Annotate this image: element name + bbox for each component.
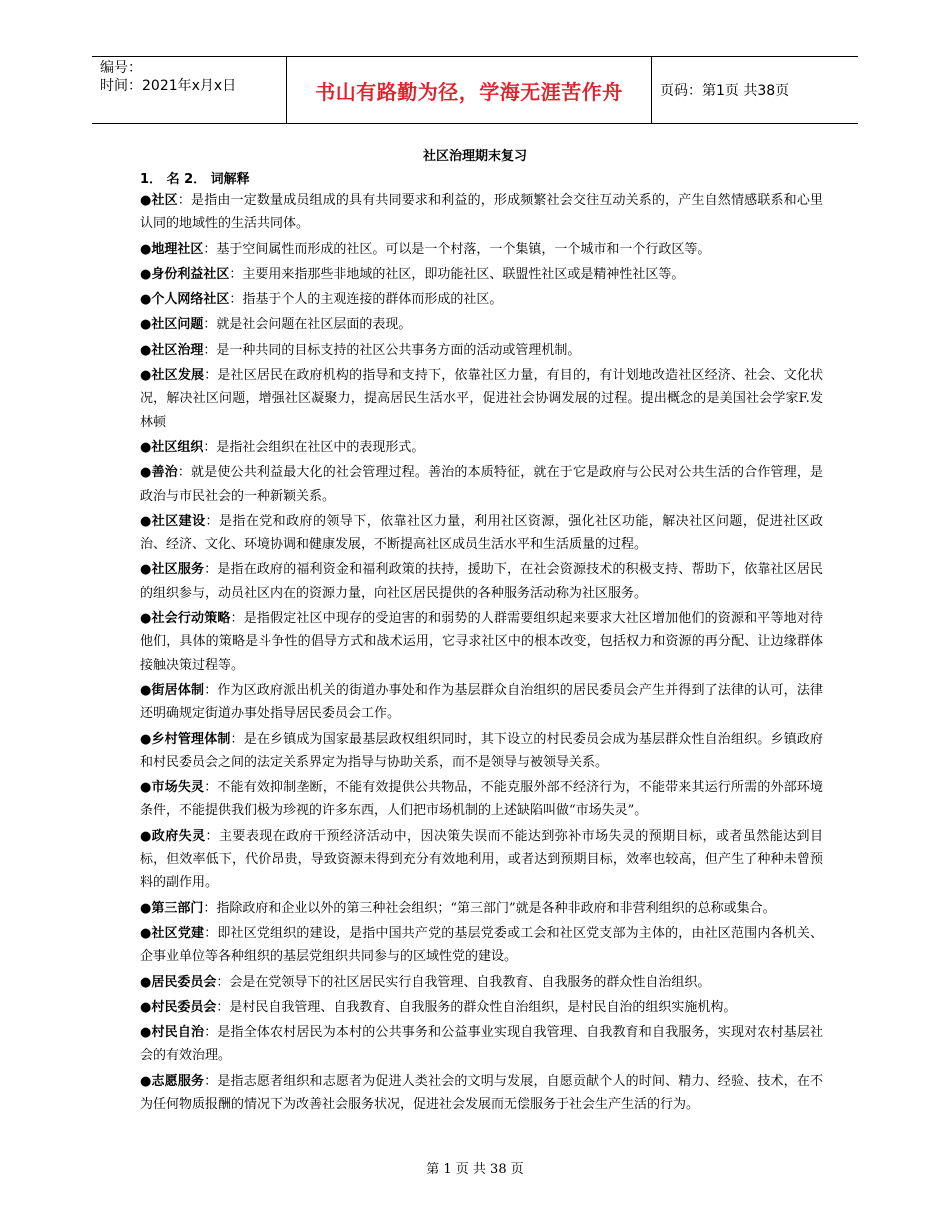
header-page-info: 页码：第1页 共38页 xyxy=(660,83,790,99)
definition-entry xyxy=(140,339,823,362)
term-label: ●社区服务 xyxy=(140,562,205,578)
page-header xyxy=(92,56,858,124)
term-label: ●社区 xyxy=(140,193,178,208)
term-definition: ：主要用来指那些非地域的社区，即功能社区、联盟性社区或是精神性社区等。 xyxy=(229,266,685,282)
term-definition: ：是指假定社区中现存的受迫害的和弱势的人群需要组织起来要求大社区增加他们的资源和平等地对待他们，具体的策略是斗争性的倡导方式和战术运用，它寻求社区中的根本改变，包括权力和资源的再分配、让边缘群体接触决策过程等。 xyxy=(140,611,823,673)
term-definition: ：是指全体农村居民为本村的公共事务和公益事业实现自我管理、自我教育和自我服务，实现对农村基层社会的有效治理。 xyxy=(140,1025,823,1064)
definition-entry xyxy=(140,288,823,311)
term-definition: ：指除政府和企业以外的第三种社会组织；“第三部门”就是各种非政府和非营利组织的总称或集合。 xyxy=(203,900,776,916)
term-label: ●社区治理 xyxy=(140,342,204,358)
term-definition: ：是在乡镇成为国家最基层政权组织同时，其下设立的村民委员会成为基层群众性自治组织。乡镇政府和村民委员会之间的法定关系界定为指导与协助关系，而不是领导与被领导关系。 xyxy=(140,731,823,770)
definition-entry xyxy=(140,558,823,605)
term-definition: ：就是使公共利益最大化的社会管理过程。善治的本质特征，就在于它是政府与公民对公共生活的合作管理，是政治与市民社会的一种新颖关系。 xyxy=(140,465,823,504)
term-label: ●社区建设 xyxy=(140,513,206,529)
definition-entry xyxy=(140,996,823,1019)
definition-entry xyxy=(140,897,823,920)
definition-entry xyxy=(140,364,823,434)
definition-entry xyxy=(140,313,823,336)
term-definition: ：是指由一定数量成员组成的具有共同要求和利益的，形成频繁社会交往互动关系的，产生自然情感联系和心里认同的地域性的生活共同体。 xyxy=(140,193,823,232)
term-label: ●街居体制 xyxy=(140,682,205,698)
term-definition: ：就是社会问题在社区层面的表现。 xyxy=(203,317,412,333)
term-definition: ：指基于个人的主观连接的群体而形成的社区。 xyxy=(229,292,503,308)
definition-entry xyxy=(140,776,823,823)
term-definition: ：是指在政府的福利资金和福利政策的扶持，援助下，在社会资源技术的积极支持、帮助下，依靠社区居民的组织参与，动员社区内在的资源力量，向社区居民提供的各种服务活动称为社区服务。 xyxy=(140,562,823,601)
term-label: ●社区发展 xyxy=(140,368,205,384)
definition-entry xyxy=(140,607,823,677)
header-time-label: 时间：2021年x月x日 xyxy=(100,78,237,94)
definition-entry xyxy=(140,1070,823,1117)
term-label: ●村民自治 xyxy=(140,1025,205,1041)
term-label: ●善治 xyxy=(140,465,178,481)
term-definition: ：是指在党和政府的领导下，依靠社区力量，利用社区资源，强化社区功能，解决社区问题，促进社区政治、经济、文化、环境协调和健康发展，不断提高社区成员生活水平和生活质量的过程。 xyxy=(140,513,823,553)
term-label: ●第三部门 xyxy=(140,900,204,916)
term-definition: ：是社区居民在政府机构的指导和支持下，依靠社区力量，有目的，有计划地改造社区经济、社会、文化状况，解决社区问题，增强社区凝聚力，提高居民生活水平，促进社会协调发展的过程。提出概念的是美国社会学家F.发林顿 xyxy=(140,368,823,430)
definition-entry xyxy=(140,922,823,969)
term-label: ●社会行动策略 xyxy=(140,611,231,627)
term-definition: ：即社区党组织的建设，是指中国共产党的基层党委或工会和社区党支部为主体的，由社区范围内各机关、企事业单位等各种组织的基层党组织共同参与的区域性党的建设。 xyxy=(140,925,823,965)
definition-entry xyxy=(140,436,823,459)
term-label: ●社区组织 xyxy=(140,439,204,455)
definition-entry xyxy=(140,971,823,994)
header-motto: 书山有路勤为径，学海无涯苦作舟 xyxy=(286,57,652,123)
definition-entry xyxy=(140,825,823,895)
term-label: ●志愿服务 xyxy=(140,1073,205,1089)
term-definition: ：不能有效抑制垄断，不能有效提供公共物品，不能克服外部不经济行为，不能带来其运行所需的外部环境条件，不能提供我们极为珍视的许多东西，人们把市场机制的上述缺陷叫做“市场失灵”。 xyxy=(140,780,823,819)
document-title: 社区治理期末复习 xyxy=(422,149,527,164)
term-definition: ：主要表现在政府干预经济活动中，因决策失误而不能达到弥补市场失灵的预期目标，或者虽然能达到目标，但效率低下，代价昂贵，导致资源未得到充分有效地利用，或者达到预期目标，效率也较高，但产生了种种未曾预料的副作用。 xyxy=(140,828,823,891)
definition-entry xyxy=(140,728,823,775)
page-footer: 第 1 页 共 38 页 xyxy=(426,1162,524,1177)
term-definition: ：是村民自我管理、自我教育、自我服务的群众性自治组织，是村民自治的组织实施机构。 xyxy=(216,999,737,1015)
term-definition: ：会是在党领导下的社区居民实行自我管理、自我教育、自我服务的群众性自治组织。 xyxy=(216,974,711,990)
term-label: ●身份利益社区 xyxy=(140,266,230,282)
term-definition: ：是指社会组织在社区中的表现形式。 xyxy=(203,439,425,455)
definition-entry xyxy=(140,189,823,236)
definition-entry xyxy=(140,461,823,508)
term-label: ●社区问题 xyxy=(140,317,204,333)
header-number-label: 编号： xyxy=(100,60,142,76)
definition-entry xyxy=(140,238,823,261)
term-label: ●村民委员会 xyxy=(140,999,217,1015)
term-label: ●居民委员会 xyxy=(140,974,217,990)
definition-entry xyxy=(140,679,823,726)
section-heading: 1． 名 2． 词解释 xyxy=(140,172,250,187)
definition-entry xyxy=(140,1021,823,1068)
header-meta xyxy=(92,57,286,123)
term-label: ●乡村管理体制 xyxy=(140,731,231,747)
term-label: ●市场失灵 xyxy=(140,780,205,796)
term-definition: ：基于空间属性而形成的社区。可以是一个村落，一个集镇，一个城市和一个行政区等。 xyxy=(203,241,711,257)
definition-entry xyxy=(140,263,823,286)
term-label: ●政府失灵 xyxy=(140,828,206,844)
term-label: ●地理社区 xyxy=(140,241,204,257)
term-label: ●个人网络社区 xyxy=(140,292,230,308)
term-definition: ：是指志愿者组织和志愿者为促进人类社会的文明与发展，自愿贡献个人的时间、精力、经验、技术，在不为任何物质报酬的情况下为改善社会服务状况，促进社会发展而无偿服务于社会生产生活的行为。 xyxy=(140,1073,823,1112)
term-definition: ：作为区政府派出机关的街道办事处和作为基层群众自治组织的居民委员会产生并得到了法律的认可，法律还明确规定街道办事处指导居民委员会工作。 xyxy=(140,682,823,722)
definition-list xyxy=(140,189,823,1118)
definition-entry xyxy=(140,510,823,557)
term-label: ●社区党建 xyxy=(140,925,205,941)
term-definition: ：是一种共同的目标支持的社区公共事务方面的活动或管理机制。 xyxy=(203,342,581,358)
